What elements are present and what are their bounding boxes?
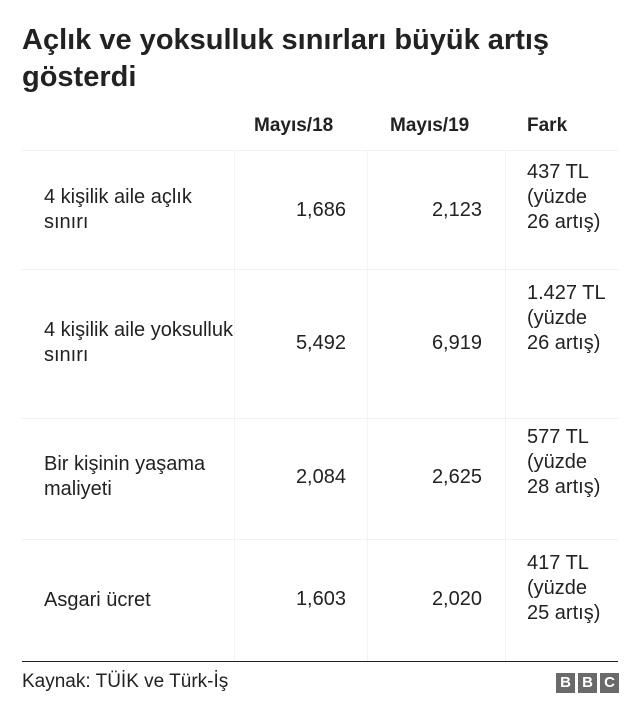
cell-may19: 2,123 (431, 199, 482, 221)
cell-fark: 577 TL (yüzde 28 artış) (527, 426, 601, 498)
column-divider (234, 419, 235, 539)
cell-may18: 2,084 (295, 466, 346, 488)
cell-fark: 417 TL (yüzde 25 artış) (527, 552, 601, 624)
column-divider (367, 151, 368, 269)
table-row (22, 539, 618, 662)
column-divider (505, 151, 506, 269)
cell-may19: 6,919 (431, 332, 482, 354)
column-divider (505, 419, 506, 539)
table-row (22, 418, 618, 539)
bbc-logo-letter: B (556, 673, 575, 693)
header-fark: Fark (527, 115, 568, 136)
cell-may19: 2,020 (431, 588, 482, 610)
column-divider (234, 151, 235, 269)
cell-fark: 437 TL (yüzde 26 artış) (527, 161, 601, 233)
cell-may18: 5,492 (295, 332, 346, 354)
row-label: Bir kişinin yaşama maliyeti (44, 453, 206, 500)
source-note: Kaynak: TÜİK ve Türk-İş (22, 671, 229, 692)
bbc-logo-letter: C (600, 673, 619, 693)
data-table (22, 100, 618, 662)
column-divider (367, 270, 368, 418)
bbc-logo (556, 673, 619, 693)
column-divider (367, 419, 368, 539)
column-divider (505, 270, 506, 418)
row-label: 4 kişilik aile yoksulluk sınırı (44, 319, 233, 366)
column-divider (367, 540, 368, 662)
cell-fark: 1.427 TL (yüzde 26 artış) (527, 282, 605, 354)
column-divider (234, 270, 235, 418)
table-header (22, 100, 618, 150)
header-may18: Mayıs/18 (254, 115, 334, 136)
row-label: Asgari ücret (44, 589, 151, 611)
header-may19: Mayıs/19 (390, 115, 470, 136)
column-divider (234, 540, 235, 662)
table-row (22, 150, 618, 269)
cell-may19: 2,625 (431, 466, 482, 488)
column-divider (505, 540, 506, 662)
table-row (22, 269, 618, 418)
footer-divider (22, 661, 618, 662)
row-label: 4 kişilik aile açlık sınırı (44, 186, 192, 233)
chart-title: Açlık ve yoksulluk sınırları büyük artış gösterdi (22, 24, 550, 93)
cell-may18: 1,603 (295, 588, 346, 610)
bbc-logo-letter: B (578, 673, 597, 693)
cell-may18: 1,686 (295, 199, 346, 221)
